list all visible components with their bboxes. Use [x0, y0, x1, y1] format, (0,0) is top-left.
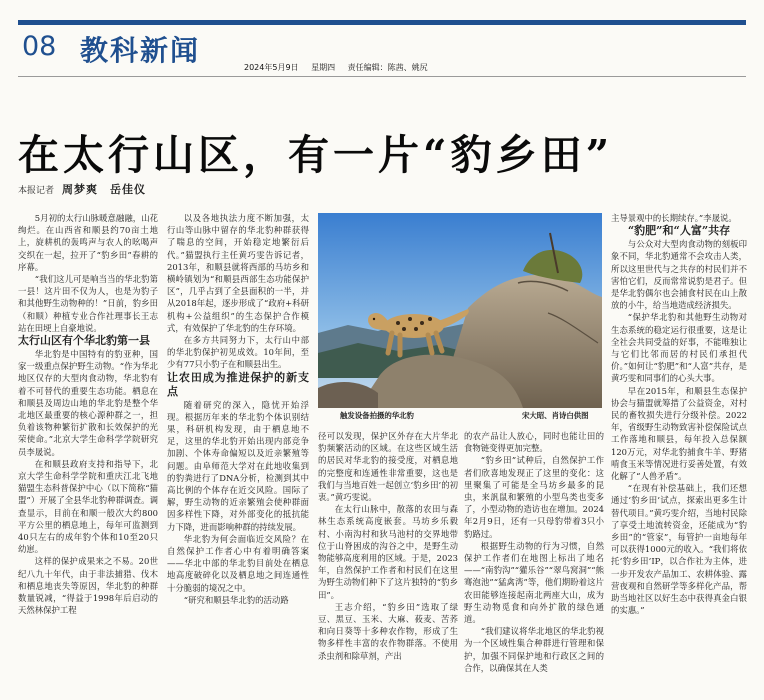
authors: 周梦爽 岳佳仪 — [62, 183, 147, 196]
paragraph: 在和顺县政府支持和指导下，北京大学生命科学学院和重庆江北飞地猫盟生态科普保护中心（以下简称“猫盟”）开展了全县华北豹种群调查。调查显示，目前在和顺一般次大约800平方公里的栖息地上，每年可监测到40只左右的成年豹个体和10至20只幼崽。 — [18, 458, 158, 555]
paragraph: 在太行山脉中，散落的农田与森林生态系统高度嵌套。马坊乡乐毅村、小南沟村和狄马池村的交界地带位于山脊困成的沟谷之中，是野生动物能够高度利用的区域。于是，2023年，自然保护工作者和村民们在这里为野生动物们种下了这片独特的“豹乡田”。 — [318, 504, 458, 600]
byline-label: 本报记者 — [18, 186, 55, 196]
page-number: 08 — [22, 31, 57, 62]
paragraph: 主导景观中的长期续存。”李晟说。 — [611, 213, 737, 223]
section-title: 教科新闻 — [80, 34, 201, 67]
subheading: “豹肥”和“人富”共存 — [627, 224, 731, 238]
article-column-5 — [611, 212, 747, 694]
article-column-3 — [318, 430, 458, 694]
paragraph: “我们建议将华北地区的华北豹视为一个区域性集合种群进行管理和保护，加强不同保护地和行政区之间的合作，以确保其在人类 — [464, 626, 604, 673]
subheading: 太行山区有个华北豹第一县 — [18, 334, 150, 348]
paragraph: 以及各地执法力度不断加强，太行山等山脉中留存的华北豹种群获得了喘息的空间，开始稳定地繁衍后代。”猫盟执行主任黄巧雯告诉记者，2013年，和顺县就将西部的马坊乡和横岭镇划为“和顺县西部生态功能保护区”，几乎占到了全县面积的一半，并从2018年起，逐步形成了“政府+科研机构+公益组织”的生态保护合作模式，有效保护了华北豹的生存环境。 — [167, 213, 309, 333]
issue-weekday: 星期四 — [311, 63, 336, 72]
subheading: 让农田成为推进保护的新支点 — [167, 370, 309, 398]
paragraph: “我们这儿可是响当当的华北豹第一县！这片田不仅为人，也是为豹子和其他野生动物种的！”日前，豹乡田（和顺）种植专业合作社理事长王志站在田埂上自豪地说。 — [18, 274, 158, 333]
paragraph: 根据野生动物的行为习惯，自然保护工作者们在地图上标出了地名——“南豹沟”“獾乐谷”“翠鸟窝洞”“熊骞泡池”“猛禽湾”等，他们期盼着这片农田能够连接起南北两座大山，成为野生动物觅食和向外扩散的绿色通道。 — [464, 540, 604, 625]
masthead-meta — [244, 62, 438, 73]
headline: 在太行山区，有一片“豹乡田” — [18, 131, 614, 179]
paragraph: 华北豹为何会面临近交风险？在自然保护工作者心中有着明确答案——华北中部的华北豹目前处在栖息地高度破碎化以及栖息地之间连通性十分脆弱的境况之中。 — [167, 533, 309, 593]
photo-caption: 触发设备拍摄的华北豹 — [340, 411, 414, 420]
paragraph: “保护华北豹和其他野生动物对生态系统的稳定运行很重要，这是让全社会共同受益的好事，不能唯独让与它们比邻而居的村民们承担代价。”如何让“豹肥”和“人富”共存，是黄巧雯和同事们的心头大事。 — [611, 312, 747, 384]
paragraph: “豹乡田”试种后，自然保护工作者们欣喜地发现正了这里的变化：这里聚集了可能是全马坊乡最多的昆虫，来訉鼠和繁殖的小型鸟类也变多了，小型动物的造访也在增加。2024年2月9日，还有一只母豹带着3只小豹路过。 — [464, 455, 604, 539]
paragraph: 华北豹是中国特有的豹亚种，国家一级重点保护野生动物。“作为华北地区仅存的大型肉食动物，华北豹有着不可替代的重要生态功能。栖息在和顺县及周边山地的华北豹是整个华北地区最重要的核心源种群之一，担负着该物种繁衍扩散和长效保护的光荣使命。”北京大学生命科学学院研究员李晟说。 — [18, 349, 158, 457]
article-column-4 — [464, 430, 604, 694]
paragraph: 与公众对大型肉食动物的刻板印象不同，华北豹通常不会攻击人类，所以这里世代与之共存的村民们并不害怕它们，反而常常说豹是君子。但是华北豹偶尔也会捕食村民在山上散放的小牛，给当地造成经济损失。 — [611, 239, 747, 311]
byline — [18, 181, 146, 197]
leopard-photo — [318, 213, 602, 408]
paragraph: 王志介绍，“豹乡田”选取了绿豆、黑豆、玉米、大麻、莜麦、苦荞和向日葵等十多种农作物，形成了生物多样性丰富的农作物群落。不使用杀虫剂和除草剂，产出 — [318, 601, 458, 661]
photo-credit: 宋大昭、肖诗白供图 — [522, 411, 589, 420]
top-rule — [18, 20, 746, 25]
paragraph: 的农产品让人放心，同时也能让田的食物链变得更加完整。 — [464, 431, 604, 454]
editors: 责任编辑：陈茜、姚尻 — [347, 63, 428, 72]
paragraph: 5月初的太行山脉暖意融融，山花绚烂。在山西省和顺县约70亩土地上，旋耕机的轰鸣声与农人的吆喝声交织在一起，拉开了“豹乡田”春耕的序幕。 — [18, 213, 158, 272]
masthead-divider — [18, 76, 746, 77]
article-column-1 — [18, 212, 158, 694]
issue-date: 2024年5月9日 — [244, 63, 299, 72]
paragraph: 随着研究的深入，隐忧开始浮现。根据历年来的华北豹个体识别结果，科研机构发现，由于栖息地不足，这里的华北豹开始出现内部竞争加剧、个体寿命偏短以及近亲繁殖等问题。由阜师范大学对在此地收集到的豹粪进行了DNA分析，检测到其中高比例的个体存在近交风险。国际了解，野生动物的近亲繁殖会使种群面因多样性下降，对外部变化的抵抗能力下降，进而影响种群的持续发展。 — [167, 399, 309, 532]
paragraph: 这样的保护成果来之不易。20世纪八九十年代，由于非法捕猎、伐木和栖息地丧失等原因，华北豹的种群数量锐减，“得益于1998年后启动的天然林保护工程 — [18, 556, 158, 616]
paragraph: “研究和顺县华北豹的活动路 — [183, 594, 289, 605]
paragraph: 早在2015年，和顺县生态保护协会与猫盟就筹措了公益资金，对村民的畜牧损失进行分级补偿。2022年，省级野生动物致害补偿保险试点工作落地和顺县，每年投入总保额120万元，对华北豹捕食牛羊、野猪啃食玉米等情况进行妥善处置，有效化解了“人兽矛盾”。 — [611, 385, 747, 482]
paragraph: “在现有补偿基础上，我们还想通过‘豹乡田’试点，探索出更多生计替代项目。”黄巧雯介绍，当地村民除了享受土地流转资金，还能成为“豹乡田”的“管家”，每管护一亩地每年可以获得1000元的收入。“我们将依托‘豹乡田’IP，以合作社为主体，进一步开发农产品加工、农耕体验、露营夜观和自然研学等多样化产品，帮助当地社区以好生态中获得真金白银的实惠。” — [611, 483, 747, 616]
leopard-photo-illustration — [318, 213, 602, 408]
article-column-2 — [167, 212, 309, 694]
paragraph: 在多方共同努力下，太行山中部的华北豹保护初见成效。10年间，至少有77只小豹子在和顺县出生。 — [167, 335, 309, 370]
paragraph: 径可以发现，保护区外存在大片华北豹频繁活动的区域。在这些区域生活的居民对华北豹的接受度，对栖息地的完整度和连通性非常重要，这也是我们与当地百姓一起创立‘豹乡田’的初衷。”黄巧雯说。 — [318, 431, 458, 503]
